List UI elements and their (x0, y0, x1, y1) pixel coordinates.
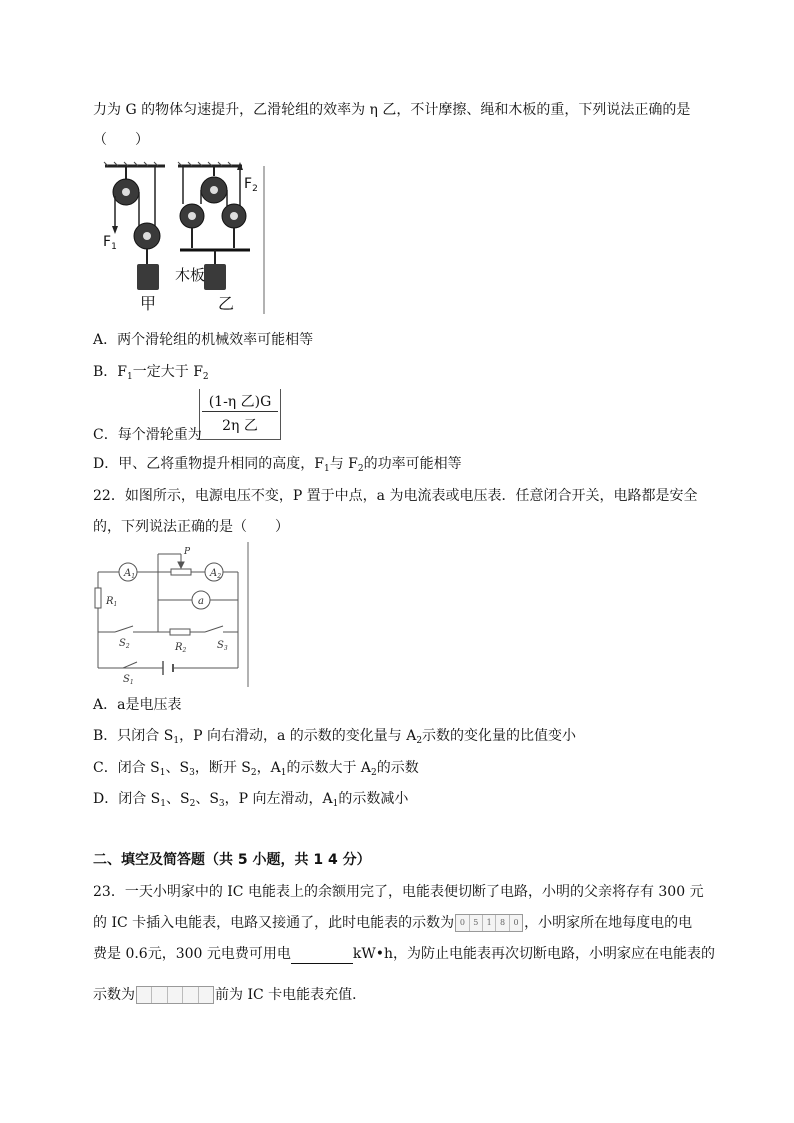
svg-text:S2: $S_2$ (119, 638, 130, 650)
q22-stem-line1: 22．如图所示，电源电压不变，P 置于中点，a 为电流表或电压表．任意闭合开关，电路都是安全 (93, 488, 698, 504)
svg-text:A2: $A_2$ (210, 568, 222, 580)
svg-text:S3: $S_3$ (217, 640, 228, 652)
svg-text:R2: $R_2$ (175, 642, 187, 654)
svg-text:P: P (184, 547, 191, 557)
q22-option-a: A．a是电压表 (93, 697, 182, 713)
svg-text:F1: $F_1$ (103, 234, 117, 252)
svg-text:F2: $F_2$ (244, 176, 258, 194)
pulley-figure (100, 160, 270, 316)
weight-jia (137, 264, 159, 290)
circuit-figure (93, 542, 253, 687)
q23-line3: 费是 0.6元，300 元电费可用电 kW•h，为防止电能表再次切断电路，小明家应在电能表的 (93, 946, 716, 962)
q23-line4: 示数为 前为 IC 卡电能表充值． (93, 987, 367, 1003)
q21-option-c: C．每个滑轮重为 (93, 427, 202, 443)
q23-line2: 的 IC 卡插入电能表，电路又接通了，此时电能表的示数为 0 5 1 8 0 ，小明家所在地每度电的电 (93, 915, 693, 931)
q21-option-d: D．甲、乙将重物提升相同的高度，$F_1$与 $F_2$的功率可能相等 (93, 456, 462, 474)
svg-text:乙: 乙 (218, 294, 235, 313)
svg-text:甲: 甲 (140, 294, 157, 313)
svg-text:木板: 木板 (175, 266, 206, 284)
q23-line1: 23．一天小明家中的 IC 电能表上的余额用完了，电能表便切断了电路，小明的父亲将存有 300 元 (93, 884, 704, 900)
q21-option-b: B．$F_1$一定大于 $F_2$ (93, 364, 209, 382)
answer-blank-kwh[interactable] (291, 949, 353, 964)
q22-option-b: B．只闭合 $S_1$，P 向右滑动，a 的示数的变化量与 $A_2$示数的变化量的比值变小 (93, 728, 577, 746)
q21-option-c-fraction: (1-η 乙)G 2η 乙 (199, 389, 281, 440)
energy-meter-reading: 0 5 1 8 0 (455, 914, 523, 932)
svg-text:a: a (198, 596, 204, 607)
svg-text:A1: $A_1$ (124, 568, 136, 580)
section-heading: 二、填空及简答题（共 5 小题，共 1 4 分） (93, 852, 371, 868)
q21-option-a: A．两个滑轮组的机械效率可能相等 (93, 332, 314, 348)
q22-stem-line2: 的，下列说法正确的是（ ） (93, 519, 289, 535)
q21-stem-line2: （ ） (93, 132, 149, 148)
weight-yi (204, 264, 226, 290)
q22-option-c: C．闭合 $S_1$、$S_3$，断开 $S_2$，$A_1$的示数大于 $A_2$的示数 (93, 760, 419, 778)
svg-text:S1: $S_1$ (123, 674, 134, 686)
svg-text:R1: $R_1$ (106, 596, 118, 608)
answer-meter-blank[interactable] (136, 986, 214, 1004)
q21-stem-line1: 力为 G 的物体匀速提升，乙滑轮组的效率为 η 乙，不计摩擦、绳和木板的重，下列说法正确的是 (93, 102, 691, 118)
q22-option-d: D．闭合 $S_1$、$S_2$、$S_3$，P 向左滑动，$A_1$的示数减小 (93, 791, 409, 809)
